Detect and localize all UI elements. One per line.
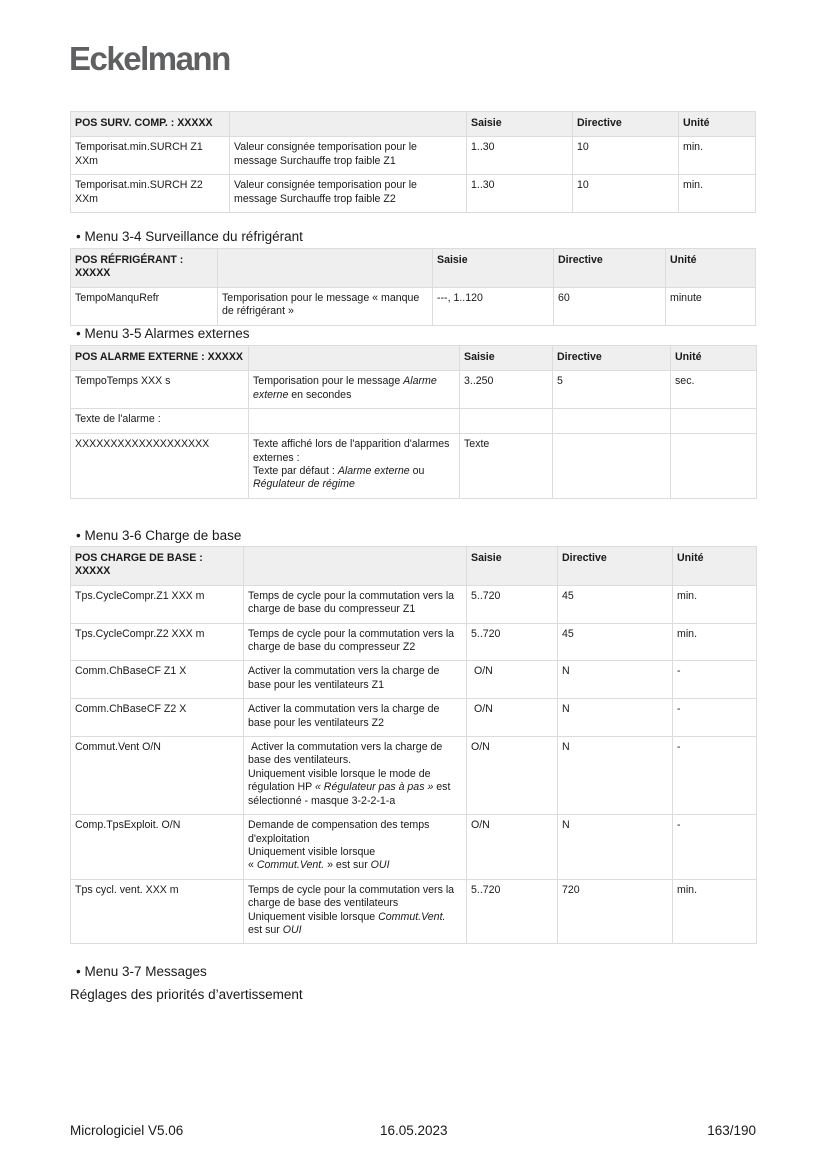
table-cell bbox=[573, 137, 679, 175]
cell-text: Valeur consignée temporisation pour le message Surchauffe trop faible Z1 bbox=[234, 141, 420, 167]
cell-text: O/N bbox=[471, 741, 490, 754]
cell-text: O/N bbox=[471, 665, 493, 678]
cell-text: TempoManquRefr bbox=[75, 291, 160, 304]
table-cell bbox=[673, 585, 757, 623]
table-cell bbox=[673, 661, 757, 699]
cell-text: Temps de cycle pour la commutation vers la charge de base du compresseur Z1 bbox=[248, 589, 458, 616]
cell-text: Tps cycl. vent. XXX m bbox=[75, 883, 179, 896]
cell-text: min. bbox=[677, 883, 698, 896]
table-row bbox=[71, 137, 756, 175]
cell-text: est sélectionné - masque 3-2-2-1-a bbox=[248, 781, 454, 807]
header-cell: Saisie bbox=[433, 249, 554, 288]
table-alarme-externe bbox=[70, 345, 757, 499]
table-cell bbox=[673, 623, 757, 661]
cell-text: Valeur consignée temporisation pour le message Surchauffe trop faible Z2 bbox=[234, 179, 420, 205]
table-row bbox=[71, 175, 756, 213]
cell-text: N bbox=[562, 741, 570, 754]
table-cell bbox=[433, 287, 554, 325]
cell-text: min. bbox=[677, 627, 698, 640]
cell-text: sec. bbox=[675, 375, 695, 388]
table-cell bbox=[71, 409, 249, 434]
table-cell bbox=[71, 879, 244, 944]
cell-text: Temporisat.min.SURCH Z2 XXm bbox=[75, 179, 206, 205]
table-cell bbox=[230, 175, 467, 213]
cell-text: 1..30 bbox=[471, 141, 495, 154]
table-cell bbox=[558, 699, 673, 737]
cell-text: ---, 1..120 bbox=[437, 291, 483, 304]
cell-text: Texte affiché lors de l'apparition d'alarmes externes : bbox=[253, 438, 453, 464]
table-cell bbox=[467, 585, 558, 623]
table-cell bbox=[71, 371, 249, 409]
cell-text: O/N bbox=[471, 819, 490, 832]
italic-text: OUI bbox=[370, 859, 390, 872]
table-row bbox=[71, 699, 757, 737]
heading-menu-3-4: • Menu 3-4 Surveillance du réfrigérant bbox=[76, 229, 303, 244]
table-cell bbox=[558, 585, 673, 623]
italic-text: Régulateur de régime bbox=[253, 478, 355, 491]
cell-text: 45 bbox=[562, 589, 574, 602]
table-cell bbox=[467, 175, 573, 213]
cell-text: Texte bbox=[464, 438, 490, 451]
cell-text: est sur bbox=[248, 923, 283, 936]
cell-text: Texte par défaut : bbox=[253, 465, 338, 478]
table-cell bbox=[244, 699, 467, 737]
table-cell bbox=[467, 623, 558, 661]
table-cell bbox=[249, 371, 460, 409]
header-cell bbox=[218, 249, 433, 288]
cell-text: Uniquement visible lorsque bbox=[248, 845, 376, 858]
table-cell bbox=[673, 737, 757, 815]
table-cell bbox=[71, 137, 230, 175]
cell-text: 5..720 bbox=[471, 627, 501, 640]
table-cell bbox=[679, 137, 756, 175]
table-cell bbox=[467, 699, 558, 737]
cell-text: Tps.CycleCompr.Z2 XXX m bbox=[75, 627, 205, 640]
table-cell bbox=[244, 623, 467, 661]
table-cell bbox=[467, 661, 558, 699]
table-cell bbox=[249, 434, 460, 499]
table-cell bbox=[558, 737, 673, 815]
cell-text: N bbox=[562, 665, 570, 678]
cell-text: Demande de compensation des temps d'exploitation bbox=[248, 819, 433, 845]
cell-text: Temps de cycle pour la commutation vers la charge de base des ventilateurs bbox=[248, 883, 458, 910]
table-cell bbox=[673, 815, 757, 880]
italic-text: Commut.Vent. bbox=[256, 859, 325, 872]
cell-text: - bbox=[677, 665, 681, 678]
cell-text: Tps.CycleCompr.Z1 XXX m bbox=[75, 589, 205, 602]
header-cell: Unité bbox=[666, 249, 756, 288]
cell-text: Temps de cycle pour la commutation vers la charge de base du compresseur Z2 bbox=[248, 627, 458, 654]
header-cell: Directive bbox=[553, 346, 671, 371]
table-cell bbox=[244, 879, 467, 944]
table-header-row bbox=[71, 112, 756, 137]
heading-menu-3-5: • Menu 3-5 Alarmes externes bbox=[76, 326, 250, 341]
table-cell bbox=[573, 175, 679, 213]
cell-text: min. bbox=[683, 179, 704, 192]
table-cell bbox=[71, 175, 230, 213]
heading-menu-3-6: • Menu 3-6 Charge de base bbox=[76, 528, 242, 543]
italic-text: Commut.Vent. bbox=[378, 910, 446, 923]
table-cell bbox=[218, 287, 433, 325]
cell-text: » est sur bbox=[324, 859, 371, 872]
table-surv-comp bbox=[70, 111, 756, 213]
paragraph-priorites: Réglages des priorités d’avertissement bbox=[70, 987, 303, 1002]
header-cell: Saisie bbox=[467, 547, 558, 586]
header-cell: POS RÉFRIGÉRANT : XXXXX bbox=[71, 249, 218, 288]
table-cell bbox=[230, 137, 467, 175]
header-cell: Directive bbox=[573, 112, 679, 137]
cell-text: 720 bbox=[562, 883, 580, 896]
cell-text: N bbox=[562, 703, 570, 716]
table-cell bbox=[71, 815, 244, 880]
cell-text: Uniquement visible lorsque le mode de régulation HP bbox=[248, 767, 434, 794]
table-cell bbox=[71, 699, 244, 737]
table-cell bbox=[467, 737, 558, 815]
cell-text: Activer la commutation vers la charge de base pour les ventilateurs Z1 bbox=[248, 665, 443, 691]
table-cell bbox=[558, 661, 673, 699]
table-cell bbox=[679, 175, 756, 213]
cell-text: Uniquement visible lorsque bbox=[248, 910, 379, 923]
header-cell: POS CHARGE DE BASE : XXXXX bbox=[71, 547, 244, 586]
table-row bbox=[71, 661, 757, 699]
cell-text: Temporisation pour le message « manque de réfrigérant » bbox=[222, 291, 423, 318]
footer-firmware: Micrologiciel V5.06 bbox=[70, 1123, 184, 1138]
eckelmann-logo: Eckelmann bbox=[69, 40, 230, 77]
header-cell bbox=[249, 346, 460, 371]
header-cell: Directive bbox=[558, 547, 673, 586]
table-cell bbox=[71, 661, 244, 699]
header-cell: Unité bbox=[673, 547, 757, 586]
cell-text: Activer la commutation vers la charge de base pour les ventilateurs Z2 bbox=[248, 703, 443, 729]
header-cell: Saisie bbox=[460, 346, 553, 371]
cell-text: Commut.Vent O/N bbox=[75, 741, 161, 754]
cell-text: 10 bbox=[577, 141, 589, 154]
cell-text: 5 bbox=[557, 375, 563, 388]
italic-text: Alarme externe bbox=[337, 465, 410, 478]
cell-text: TempoTemps XXX s bbox=[75, 375, 171, 388]
table-cell bbox=[460, 434, 553, 499]
table-cell bbox=[673, 879, 757, 944]
header-cell: Saisie bbox=[467, 112, 573, 137]
table-cell bbox=[553, 371, 671, 409]
cell-text: Comm.ChBaseCF Z2 X bbox=[75, 703, 187, 716]
cell-text: - bbox=[677, 819, 681, 832]
cell-text: min. bbox=[677, 589, 698, 602]
cell-text: Temporisation pour le message bbox=[253, 375, 404, 388]
table-cell bbox=[460, 409, 553, 434]
table-cell bbox=[244, 661, 467, 699]
cell-text: minute bbox=[670, 291, 702, 304]
table-charge-de-base bbox=[70, 546, 757, 944]
table-header-row bbox=[71, 249, 756, 288]
table-header-row bbox=[71, 547, 757, 586]
table-cell bbox=[71, 737, 244, 815]
header-cell: POS SURV. COMP. : XXXXX bbox=[71, 112, 230, 137]
table-cell bbox=[71, 287, 218, 325]
table-cell bbox=[554, 287, 666, 325]
header-cell: Unité bbox=[671, 346, 757, 371]
table-cell bbox=[558, 815, 673, 880]
table-cell bbox=[558, 879, 673, 944]
cell-text: - bbox=[677, 741, 681, 754]
table-cell bbox=[244, 815, 467, 880]
cell-text: N bbox=[562, 819, 570, 832]
table-row bbox=[71, 409, 757, 434]
cell-text: Comm.ChBaseCF Z1 X bbox=[75, 665, 187, 678]
cell-text: ou bbox=[409, 465, 428, 478]
cell-text: 5..720 bbox=[471, 589, 501, 602]
table-cell bbox=[558, 623, 673, 661]
cell-text: - bbox=[677, 703, 681, 716]
table-row bbox=[71, 371, 757, 409]
table-cell bbox=[467, 879, 558, 944]
table-cell bbox=[553, 434, 671, 499]
cell-text: XXXXXXXXXXXXXXXXXXX bbox=[75, 438, 210, 451]
cell-text: 5..720 bbox=[471, 883, 501, 896]
cell-text: en secondes bbox=[288, 388, 352, 401]
header-cell: Directive bbox=[554, 249, 666, 288]
heading-menu-3-7: • Menu 3-7 Messages bbox=[76, 964, 207, 979]
table-header-row bbox=[71, 346, 757, 371]
table-cell bbox=[671, 371, 757, 409]
table-row bbox=[71, 737, 757, 815]
cell-text: min. bbox=[683, 141, 704, 154]
table-refrigerant bbox=[70, 248, 756, 326]
cell-text: Comp.TpsExploit. O/N bbox=[75, 819, 181, 832]
cell-text: 10 bbox=[577, 179, 589, 192]
cell-text: 3..250 bbox=[464, 375, 494, 388]
footer-date: 16.05.2023 bbox=[380, 1123, 448, 1138]
table-cell bbox=[460, 371, 553, 409]
italic-text: Alarme externe bbox=[253, 375, 440, 401]
table-row bbox=[71, 287, 756, 325]
table-cell bbox=[666, 287, 756, 325]
cell-text: 60 bbox=[558, 291, 570, 304]
cell-text: « bbox=[248, 859, 257, 872]
table-cell bbox=[671, 409, 757, 434]
italic-text: OUI bbox=[282, 923, 302, 936]
table-cell bbox=[467, 815, 558, 880]
table-cell bbox=[671, 434, 757, 499]
cell-text: Texte de l'alarme : bbox=[75, 413, 161, 426]
table-row bbox=[71, 434, 757, 499]
italic-text: « Régulateur pas à pas » bbox=[314, 781, 434, 794]
cell-text: Temporisat.min.SURCH Z1 XXm bbox=[75, 141, 206, 167]
table-cell bbox=[244, 585, 467, 623]
footer-page-number: 163/190 bbox=[707, 1123, 756, 1138]
table-cell bbox=[467, 137, 573, 175]
header-cell bbox=[244, 547, 467, 586]
table-cell bbox=[71, 623, 244, 661]
cell-text: O/N bbox=[471, 703, 493, 716]
table-cell bbox=[71, 434, 249, 499]
cell-text: 45 bbox=[562, 627, 574, 640]
table-cell bbox=[249, 409, 460, 434]
table-cell bbox=[553, 409, 671, 434]
table-row bbox=[71, 623, 757, 661]
table-cell bbox=[244, 737, 467, 815]
table-cell bbox=[71, 585, 244, 623]
header-cell bbox=[230, 112, 467, 137]
table-row bbox=[71, 879, 757, 944]
cell-text: Activer la commutation vers la charge de base des ventilateurs. bbox=[248, 741, 446, 767]
header-cell: POS ALARME EXTERNE : XXXXX bbox=[71, 346, 249, 371]
table-row bbox=[71, 585, 757, 623]
header-cell: Unité bbox=[679, 112, 756, 137]
table-cell bbox=[673, 699, 757, 737]
cell-text: 1..30 bbox=[471, 179, 495, 192]
table-row bbox=[71, 815, 757, 880]
